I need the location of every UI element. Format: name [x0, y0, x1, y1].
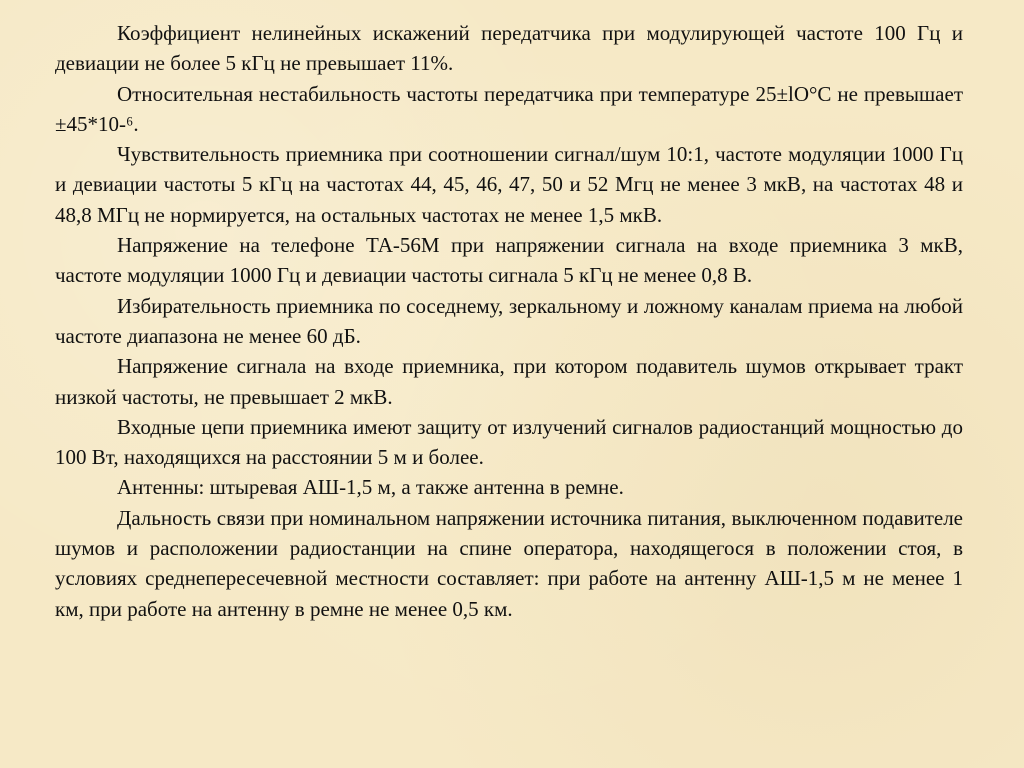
paragraph-frequency-stability: Относительная нестабильность частоты передатчика при температуре 25±lO°С не превышает ±45*10-⁶. — [55, 81, 963, 136]
paragraph-antennas: Антенны: штыревая АШ-1,5 м, а также антенна в ремне. — [117, 475, 624, 500]
text-block — [55, 18, 963, 624]
paragraph-squelch: Напряжение сигнала на входе приемника, при котором подавитель шумов открывает тракт низкой частоты, не превышает 2 мкВ. — [55, 354, 963, 409]
paragraph-distortion: Коэффициент нелинейных искажений передатчика при модулирующей частоте 100 Гц и девиации не более 5 кГц не превышает 11%. — [55, 21, 963, 76]
paragraph-range: Дальность связи при номинальном напряжении источника питания, выключенном подавителе шумов и расположении радиостанции на спине оператора, находящегося в положении стоя, в условиях среднепересечевной местности составляет: при работе на антенну АШ-1,5 м не менее 1 км, при работе на антенну в ремне не менее 0,5 км. — [55, 505, 963, 621]
paragraph-selectivity: Избирательность приемника по соседнему, зеркальному и ложному каналам приема на любой частоте диапазона не менее 60 дБ. — [55, 293, 963, 348]
paragraph-phone-voltage: Напряжение на телефоне ТА-56М при напряжении сигнала на входе приемника 3 мкВ, частоте модуляции 1000 Гц и девиации частоты сигнала 5 кГц не менее 0,8 В. — [55, 233, 963, 288]
paragraph-sensitivity: Чувствительность приемника при соотношении сигнал/шум 10:1, частоте модуляции 1000 Гц и девиации частоты 5 кГц на частотах 44, 45, 46, 47, 50 и 52 Мгц не менее 3 мкВ, на частотах 48 и 48,8 МГц не нормируется, на остальных частотах не менее 1,5 мкВ. — [55, 142, 963, 227]
paragraph-input-protection: Входные цепи приемника имеют защиту от излучений сигналов радиостанций мощностью до 100 Вт, находящихся на расстоянии 5 м и более. — [55, 414, 963, 470]
